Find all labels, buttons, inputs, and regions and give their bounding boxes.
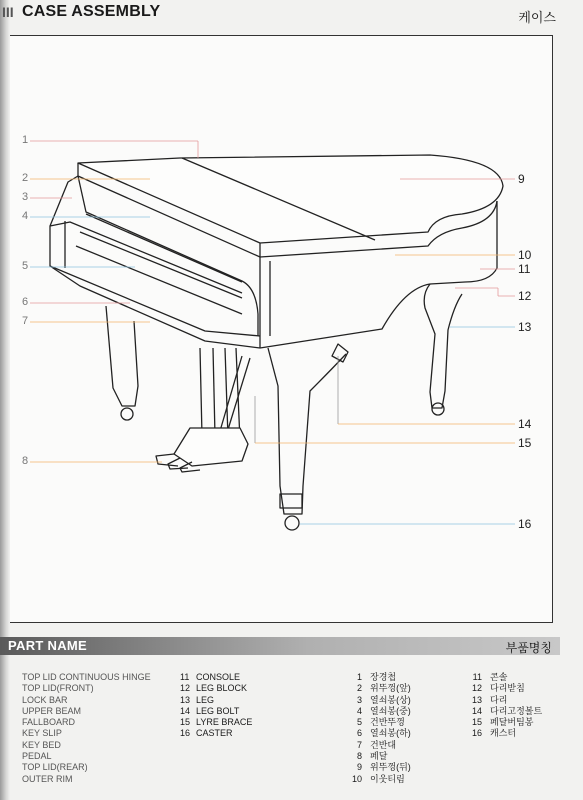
part-row: 13 다리	[471, 694, 508, 705]
part-row: 3 열쇠봉(상)	[356, 694, 411, 705]
part-row: FALLBOARD	[22, 717, 76, 728]
part-name-header	[0, 637, 560, 655]
part-row: 6 열쇠봉(하)	[356, 728, 411, 739]
part-row: 16 캐스터	[471, 728, 517, 739]
callout-6: 6	[22, 296, 29, 308]
callout-4: 4	[22, 210, 29, 222]
callout-12: 12	[518, 289, 532, 303]
part-row: OUTER RIM	[22, 773, 73, 784]
part-row: KEY BED	[22, 739, 61, 750]
part-list-english-1	[6, 672, 151, 785]
part-row: 10 이웃티림	[351, 773, 405, 784]
part-name-title: PART NAME	[8, 638, 88, 653]
page-title: CASE ASSEMBLY	[22, 3, 161, 20]
part-row: 15 LYRE BRACE	[180, 717, 253, 728]
callout-5: 5	[22, 260, 29, 272]
part-row: 8 페달	[356, 751, 388, 762]
part-row: 15 페달버팀봉	[471, 717, 534, 728]
part-list-korean-1	[348, 672, 411, 785]
callout-16: 16	[518, 517, 532, 531]
part-row: 11 CONSOLE	[180, 672, 241, 682]
part-row: 11 콘솔	[472, 672, 508, 682]
callout-13: 13	[518, 320, 532, 334]
diagram-frame	[10, 35, 553, 623]
part-row: 5 건반뚜껑	[356, 717, 405, 728]
callout-7: 7	[22, 315, 29, 327]
callout-3: 3	[22, 191, 29, 203]
part-row: TOP LID(FRONT)	[22, 683, 94, 694]
callout-15: 15	[518, 436, 532, 450]
callout-1: 1	[22, 134, 29, 146]
section-mark: III	[2, 4, 14, 20]
part-row: UPPER BEAM	[22, 705, 82, 716]
part-row: 2 위뚜껑(앞)	[356, 683, 411, 694]
part-row: 16 CASTER	[180, 728, 233, 739]
callout-14: 14	[518, 417, 532, 431]
part-row: PEDAL	[22, 751, 52, 762]
part-list-english-2	[180, 672, 252, 740]
part-row: KEY SLIP	[22, 728, 62, 739]
part-row: 14 다리고정볼트	[471, 705, 543, 716]
part-name-title-korean: 부품명칭	[505, 641, 552, 655]
callout-2: 2	[22, 172, 29, 184]
part-row: 7 건반대	[356, 739, 397, 750]
part-row: 4 열쇠봉(중)	[356, 705, 411, 716]
callout-8: 8	[22, 455, 29, 467]
part-row: 12 다리받침	[471, 683, 525, 694]
part-list-korean-2	[468, 672, 542, 740]
part-row: 1 장경첩	[356, 672, 397, 682]
part-row: 13 LEG	[180, 694, 215, 705]
part-row: TOP LID(REAR)	[22, 762, 88, 773]
part-row: 12 LEG BLOCK	[180, 683, 248, 694]
part-row: 14 LEG BOLT	[180, 705, 240, 716]
callout-9: 9	[518, 172, 525, 186]
callout-11: 11	[518, 262, 531, 276]
part-row: LOCK BAR	[22, 694, 68, 705]
page-title-korean: 케이스	[518, 10, 556, 25]
callout-10: 10	[518, 248, 532, 262]
part-row: 9 위뚜껑(뒤)	[356, 762, 411, 773]
part-row: TOP LID CONTINUOUS HINGE	[22, 672, 151, 682]
page-header	[0, 0, 583, 30]
grand-piano-illustration	[10, 36, 553, 624]
